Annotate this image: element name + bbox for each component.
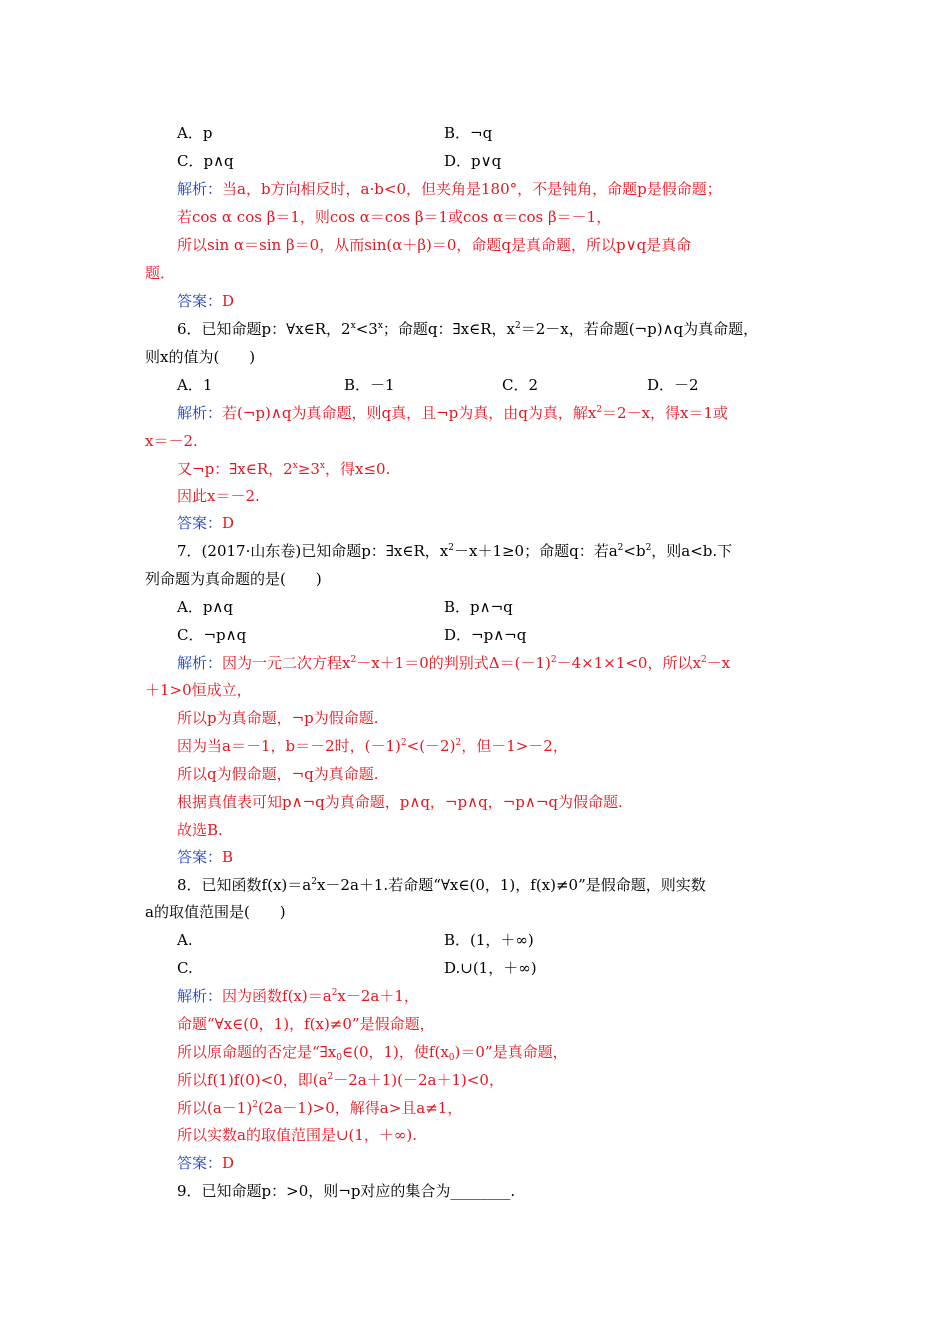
analysis-text: (2a－1)>0，解得a>且a≠1， [257,1099,463,1117]
superscript: 2 [514,321,521,331]
superscript: 2 [448,543,454,553]
superscript: 2 [617,543,624,553]
q5-option-b: B．¬q [444,124,493,142]
stem-text: <b [623,542,646,560]
q6-analysis-line-4: 因此x＝－2. [177,487,260,505]
q8-analysis-line-6: 所以实数a的取值范围是∪(1，＋∞). [177,1126,418,1144]
analysis-label: 解析： [177,180,223,198]
q8-option-b: B．(1，＋∞) [444,931,534,949]
analysis-text: －x＋1＝0的判别式Δ＝(－1) [356,654,551,672]
superscript: 2 [400,738,407,748]
analysis-text: 因为函数f(x)＝a [222,987,332,1005]
analysis-text: 因为一元二次方程x [222,654,351,672]
q7-stem-line-2: 列命题为真命题的是( ) [145,570,322,588]
q7-analysis-line-3: 所以p为真命题，¬p为假命题. [177,709,379,727]
q5-option-a: A．p [177,124,213,142]
q5-analysis-line-2: 若cos α cos β＝1，则cos α＝cos β＝1或cos α＝cos β＝－1， [177,208,612,226]
q6-stem-line-1 [177,319,758,339]
q5-analysis-line-4: 题． [145,264,176,282]
q6-analysis-line-1 [177,403,728,423]
superscript: 2 [311,877,317,887]
answer-value: D [222,514,235,532]
q7-analysis-line-7: 故选B. [177,821,223,839]
q8-option-d: D.∪(1，＋∞) [444,959,537,977]
q8-stem-line-1 [177,875,706,895]
q6-stem-line-2: 则x的值为( ) [145,348,256,366]
q6-analysis-line-3 [177,459,390,479]
analysis-text: 所以f(1)f(0)<0，即(a [177,1071,328,1089]
stem-text: 8．已知函数f(x)＝a [177,876,312,894]
answer-value: B [222,848,234,866]
superscript: 2 [252,1100,258,1110]
analysis-text: <(－2) [406,737,456,755]
superscript: x [292,461,298,471]
q5-answer [177,291,234,311]
q7-analysis-line-1 [177,653,730,673]
q5-analysis-line-1 [177,179,722,199]
analysis-text: 当a，b方向相反时，a·b<0，但夹角是180°，不是钝角，命题p是假命题； [222,180,722,198]
stem-text: 7．(2017·山东卷)已知命题p：∃x∈R，x [177,542,449,560]
analysis-text: ，得x≤0. [325,460,391,478]
q8-analysis-line-5 [177,1098,462,1118]
q6-option-d: D．－2 [647,376,699,394]
analysis-text: ≥3 [297,460,320,478]
superscript: x [319,461,325,471]
superscript: 2 [645,543,652,553]
q7-option-c: C．¬p∧q [177,626,247,644]
q7-analysis-line-6: 根据真值表可知p∧¬q为真命题，p∧q，¬p∧q，¬p∧¬q为假命题. [177,793,623,811]
answer-label: 答案： [177,1154,223,1172]
superscript: 2 [550,655,557,665]
analysis-text: )＝0”是真命题， [454,1043,568,1061]
analysis-text: 所以(a－1) [177,1099,253,1117]
q5-option-d: D．p∨q [444,152,502,170]
q8-stem-line-2: a的取值范围是( ) [145,903,286,921]
q7-analysis-line-4 [177,736,568,756]
answer-value: D [222,1154,235,1172]
q9-stem-line-1: 9．已知命题p：>0，则¬p对应的集合为________. [177,1182,516,1200]
answer-label: 答案： [177,514,223,532]
analysis-label: 解析： [177,987,223,1005]
answer-label: 答案： [177,848,223,866]
q8-answer [177,1153,234,1173]
q8-analysis-line-3 [177,1042,568,1062]
q7-option-b: B．p∧¬q [444,598,513,616]
stem-text: ＝2－x，若命题(¬p)∧q为真命题， [520,320,759,338]
q6-analysis-line-2: x＝－2. [145,432,198,450]
q5-option-c: C．p∧q [177,152,234,170]
q7-option-d: D．¬p∧¬q [444,626,527,644]
stem-text: －x＋1≥0；命题q：若a [453,542,618,560]
q8-analysis-line-2: 命题“∀x∈(0，1)，f(x)≠0”是假命题， [177,1015,435,1033]
q5-analysis-line-3: 所以sin α＝sin β＝0，从而sin(α＋β)＝0，命题q是真命题，所以p∨q是真命 [177,236,692,254]
analysis-text: 因为当a＝－1，b＝－2时，(－1) [177,737,401,755]
superscript: 2 [700,655,707,665]
q8-analysis-line-4 [177,1070,504,1090]
analysis-text: 又¬p：∃x∈R，2 [177,460,293,478]
analysis-text: ∈(0，1)，使f(x [342,1043,449,1061]
superscript: 2 [350,655,357,665]
q6-option-b: B．－1 [344,376,395,394]
analysis-text: ，但－1>－2， [461,737,568,755]
superscript: 2 [596,405,603,415]
q7-analysis-line-5: 所以q为假命题，¬q为真命题. [177,765,379,783]
analysis-text: 若(¬p)∧q为真命题，则q真，且¬p为真，由q为真，解x [222,404,597,422]
q8-option-a: A. [177,931,193,949]
q6-option-c: C．2 [502,376,539,394]
analysis-label: 解析： [177,404,223,422]
stem-text: x－2a＋1.若命题“∀x∈(0，1)，f(x)≠0”是假命题，则实数 [316,876,706,894]
q8-analysis-line-1 [177,986,419,1006]
analysis-text: 所以原命题的否定是“∃x [177,1043,337,1061]
analysis-label: 解析： [177,654,223,672]
superscript: 2 [327,1072,334,1082]
answer-value: D [222,292,235,310]
stem-text: ，则a<b.下 [651,542,733,560]
superscript: 2 [455,738,462,748]
answer-label: 答案： [177,292,223,310]
subscript: 0 [336,1053,343,1063]
subscript: 0 [448,1053,455,1063]
q7-answer [177,847,233,867]
superscript: x [350,321,356,331]
analysis-text: －2a＋1)(－2a＋1)<0， [333,1071,504,1089]
stem-text: <3 [355,320,378,338]
q7-analysis-line-2: ＋1>0恒成立， [145,681,252,699]
stem-text: ；命题q：∃x∈R，x [382,320,515,338]
q8-option-c: C. [177,959,193,977]
q6-answer [177,513,234,533]
q7-stem-line-1 [177,541,732,561]
stem-text: 6．已知命题p：∀x∈R，2 [177,320,351,338]
q7-option-a: A．p∧q [177,598,234,616]
analysis-text: －4×1×1<0，所以x [556,654,701,672]
analysis-text: ＝2－x，得x＝1或 [602,404,729,422]
analysis-text: x－2a＋1， [337,987,419,1005]
superscript: 2 [331,988,338,998]
analysis-text: －x [706,654,731,672]
q6-option-a: A．1 [177,376,213,394]
superscript: x [377,321,383,331]
